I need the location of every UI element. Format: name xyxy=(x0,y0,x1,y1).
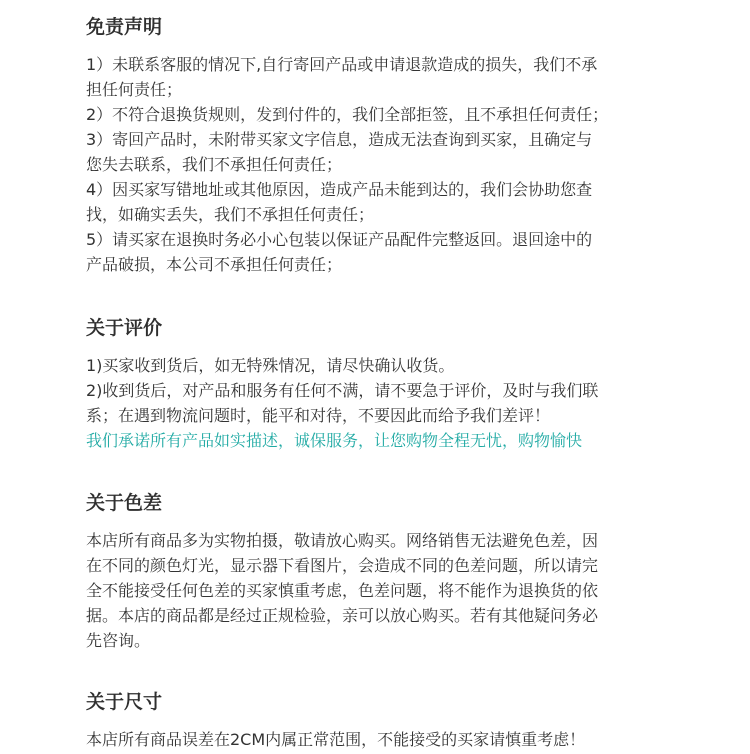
review-title: 关于评价 xyxy=(86,317,163,339)
review-highlight: 我们承诺所有产品如实描述，诚保服务，让您购物全程无忧，购物愉快 xyxy=(86,431,583,450)
disclaimer-item: 1）未联系客服的情况下,自行寄回产品或申请退款造成的损失，我们不承 担任何责任； xyxy=(86,55,598,99)
disclaimer-title: 免责声明 xyxy=(86,16,163,38)
size-title: 关于尺寸 xyxy=(86,691,163,713)
disclaimer-item: 5）请买家在退换时务必小心包装以保证产品配件完整返回。退回途中的 产品破损，本公司不承担任何责任； xyxy=(86,230,593,274)
disclaimer-item: 3）寄回产品时，未附带买家文字信息，造成无法查询到买家，且确定与 您失去联系，我们不承担任何责任； xyxy=(86,130,593,174)
disclaimer-item: 4）因买家写错地址或其他原因，造成产品未能到达的，我们会协助您查 找，如确实丢失，我们不承担任何责任； xyxy=(86,180,593,224)
size-section xyxy=(86,689,664,752)
disclaimer-item: 2）不符合退换货规则，发到付件的，我们全部拒签，且不承担任何责任； xyxy=(86,105,609,124)
color-text: 本店所有商品多为实物拍摄，敬请放心购买。网络销售无法避免色差，因 在不同的颜色灯光，显示器下看图片，会造成不同的色差问题，所以请完 全不能接受任何色差的买家慎重考虑，色差问题，将不能作为退换货的依 据。本店的商品都是经过正规检验，亲可以放心购买。若有其他疑问务必 先咨询。 xyxy=(86,531,599,650)
review-item: 1)买家收到货后，如无特殊情况，请尽快确认收货。 xyxy=(86,356,455,375)
color-section xyxy=(86,490,664,653)
color-title: 关于色差 xyxy=(86,492,163,514)
size-text: 本店所有商品误差在2CM内属正常范围，不能接受的买家请慎重考虑！ xyxy=(86,730,586,749)
review-item: 2)收到货后，对产品和服务有任何不满，请不要急于评价，及时与我们联 系；在遇到物流问题时，能平和对待，不要因此而给予我们差评！ xyxy=(86,381,599,425)
disclaimer-section xyxy=(86,14,664,277)
review-section xyxy=(86,315,664,453)
